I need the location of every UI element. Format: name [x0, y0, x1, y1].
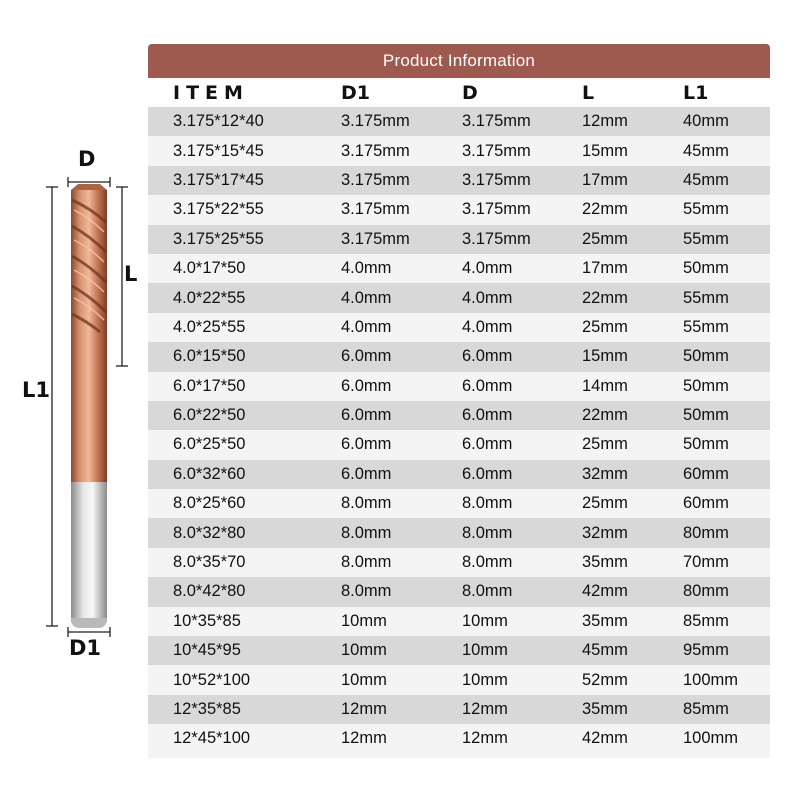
cell-l1: 60mm — [683, 464, 729, 483]
table-row — [148, 665, 770, 694]
cell-item: 6.0*32*60 — [173, 464, 246, 483]
table-row — [148, 342, 770, 371]
table-row — [148, 401, 770, 430]
cell-d: 4.0mm — [462, 288, 513, 307]
cell-l: 32mm — [582, 523, 628, 542]
cell-l1: 45mm — [683, 170, 729, 189]
cell-d1: 12mm — [341, 729, 387, 748]
cell-item: 12*35*85 — [173, 700, 241, 718]
cell-item: 6.0*25*50 — [173, 435, 246, 454]
dimension-label-d1: D1 — [69, 636, 102, 660]
cell-d1: 10mm — [341, 611, 387, 630]
column-header-l: L — [582, 81, 595, 104]
cell-d1: 6.0mm — [341, 464, 392, 483]
cell-item: 3.175*15*45 — [173, 141, 264, 160]
cell-item: 10*35*85 — [173, 611, 241, 630]
cell-l1: 45mm — [683, 141, 729, 160]
product-information-table — [148, 44, 770, 758]
cell-l1: 50mm — [683, 376, 729, 395]
cell-l: 32mm — [582, 464, 628, 483]
cell-l: 25mm — [582, 435, 628, 454]
cell-l1: 80mm — [683, 582, 729, 601]
cell-item: 3.175*25*55 — [173, 229, 264, 248]
cell-d: 12mm — [462, 700, 508, 718]
cell-d1: 6.0mm — [341, 406, 392, 425]
cell-l: 22mm — [582, 406, 628, 425]
cell-l: 35mm — [582, 700, 628, 718]
cell-l: 17mm — [582, 259, 628, 278]
cell-d: 6.0mm — [462, 435, 513, 454]
cell-d1: 10mm — [341, 670, 387, 689]
cell-d: 8.0mm — [462, 523, 513, 542]
table-row — [148, 107, 770, 136]
cell-l1: 55mm — [683, 229, 729, 248]
cell-d: 4.0mm — [462, 259, 513, 278]
table-row — [148, 430, 770, 459]
cell-d: 3.175mm — [462, 229, 531, 248]
cell-item: 4.0*17*50 — [173, 259, 246, 278]
cell-d1: 3.175mm — [341, 141, 410, 160]
cell-item: 3.175*12*40 — [173, 112, 264, 131]
cell-d: 3.175mm — [462, 112, 531, 131]
cell-l1: 100mm — [683, 729, 739, 748]
table-row — [148, 166, 770, 195]
cell-d1: 6.0mm — [341, 376, 392, 395]
cell-l1: 50mm — [683, 406, 729, 425]
table-row — [148, 372, 770, 401]
cell-d: 3.175mm — [462, 170, 531, 189]
cell-l: 42mm — [582, 729, 628, 748]
cell-d: 3.175mm — [462, 141, 531, 160]
cell-item: 4.0*22*55 — [173, 288, 246, 307]
table-row — [148, 724, 770, 753]
cell-item: 8.0*25*60 — [173, 494, 246, 513]
table-row — [148, 460, 770, 489]
cell-d1: 8.0mm — [341, 553, 392, 572]
cell-d: 6.0mm — [462, 406, 513, 425]
table-row — [148, 225, 770, 254]
cell-l: 12mm — [582, 112, 628, 131]
cell-l: 22mm — [582, 200, 628, 219]
cell-l: 25mm — [582, 494, 628, 513]
cell-l: 35mm — [582, 553, 628, 572]
column-header-item: ITEM — [173, 81, 249, 104]
cell-item: 8.0*42*80 — [173, 582, 246, 601]
cell-d1: 3.175mm — [341, 200, 410, 219]
table-row — [148, 695, 770, 724]
cell-l1: 85mm — [683, 700, 729, 718]
cell-l1: 70mm — [683, 553, 729, 572]
cell-item: 3.175*17*45 — [173, 170, 264, 189]
column-header-l1: L1 — [683, 81, 709, 104]
cell-d1: 3.175mm — [341, 112, 410, 131]
cell-d: 6.0mm — [462, 347, 513, 366]
table-row — [148, 254, 770, 283]
cell-l: 25mm — [582, 317, 628, 336]
table-title: Product Information — [148, 44, 770, 78]
cell-d1: 3.175mm — [341, 229, 410, 248]
cell-l: 22mm — [582, 288, 628, 307]
cell-item: 10*52*100 — [173, 670, 251, 689]
cell-item: 3.175*22*55 — [173, 200, 264, 219]
column-header-d1: D1 — [341, 81, 370, 104]
cell-d1: 8.0mm — [341, 523, 392, 542]
cell-d: 8.0mm — [462, 494, 513, 513]
table-row — [148, 489, 770, 518]
cell-l1: 55mm — [683, 200, 729, 219]
table-row — [148, 577, 770, 606]
dimension-label-l1: L1 — [22, 378, 50, 402]
cell-d1: 6.0mm — [341, 435, 392, 454]
shank-steel — [71, 480, 107, 622]
table-body — [148, 107, 770, 754]
cell-d: 8.0mm — [462, 553, 513, 572]
cell-item: 12*45*100 — [173, 729, 251, 748]
end-mill-illustration — [0, 0, 150, 800]
cell-l: 42mm — [582, 582, 628, 601]
table-row — [148, 283, 770, 312]
table-row — [148, 548, 770, 577]
cell-l1: 60mm — [683, 494, 729, 513]
cell-d1: 12mm — [341, 700, 387, 718]
cell-d: 10mm — [462, 641, 508, 660]
cell-d: 10mm — [462, 611, 508, 630]
cell-d1: 8.0mm — [341, 582, 392, 601]
cell-d: 10mm — [462, 670, 508, 689]
cell-d1: 6.0mm — [341, 347, 392, 366]
cell-item: 8.0*32*80 — [173, 523, 246, 542]
table-row — [148, 518, 770, 547]
cell-d1: 4.0mm — [341, 317, 392, 336]
cell-item: 4.0*25*55 — [173, 317, 246, 336]
shank-coated — [71, 330, 107, 482]
table-row — [148, 195, 770, 224]
cell-l: 15mm — [582, 141, 628, 160]
cell-l1: 50mm — [683, 435, 729, 454]
cell-l1: 85mm — [683, 611, 729, 630]
cell-d: 4.0mm — [462, 317, 513, 336]
cell-l1: 100mm — [683, 670, 739, 689]
cell-d: 6.0mm — [462, 464, 513, 483]
cell-d: 3.175mm — [462, 200, 531, 219]
table-row — [148, 136, 770, 165]
cell-l1: 95mm — [683, 641, 729, 660]
table-row — [148, 313, 770, 342]
cell-item: 8.0*35*70 — [173, 553, 246, 572]
column-header-d: D — [462, 81, 478, 104]
dimension-label-d: D — [78, 147, 96, 171]
cell-l: 52mm — [582, 670, 628, 689]
cell-l1: 50mm — [683, 347, 729, 366]
cell-l: 14mm — [582, 376, 628, 395]
cell-item: 6.0*22*50 — [173, 406, 246, 425]
cell-l1: 55mm — [683, 317, 729, 336]
dimension-label-l: L — [124, 262, 138, 286]
cell-l1: 40mm — [683, 112, 729, 131]
cell-l: 25mm — [582, 229, 628, 248]
cell-l1: 55mm — [683, 288, 729, 307]
cell-item: 6.0*17*50 — [173, 376, 246, 395]
cell-d1: 4.0mm — [341, 259, 392, 278]
cell-l1: 50mm — [683, 259, 729, 278]
cell-d: 6.0mm — [462, 376, 513, 395]
cell-d: 8.0mm — [462, 582, 513, 601]
cell-d: 12mm — [462, 729, 508, 748]
cell-d1: 3.175mm — [341, 170, 410, 189]
table-row — [148, 607, 770, 636]
cell-l1: 80mm — [683, 523, 729, 542]
cell-l: 45mm — [582, 641, 628, 660]
cell-l: 17mm — [582, 170, 628, 189]
cell-d1: 10mm — [341, 641, 387, 660]
cell-item: 10*45*95 — [173, 641, 241, 660]
cell-item: 6.0*15*50 — [173, 347, 246, 366]
cell-d1: 8.0mm — [341, 494, 392, 513]
column-header-row — [148, 78, 770, 107]
cell-l: 15mm — [582, 347, 628, 366]
table-row — [148, 636, 770, 665]
cell-l: 35mm — [582, 611, 628, 630]
cell-d1: 4.0mm — [341, 288, 392, 307]
